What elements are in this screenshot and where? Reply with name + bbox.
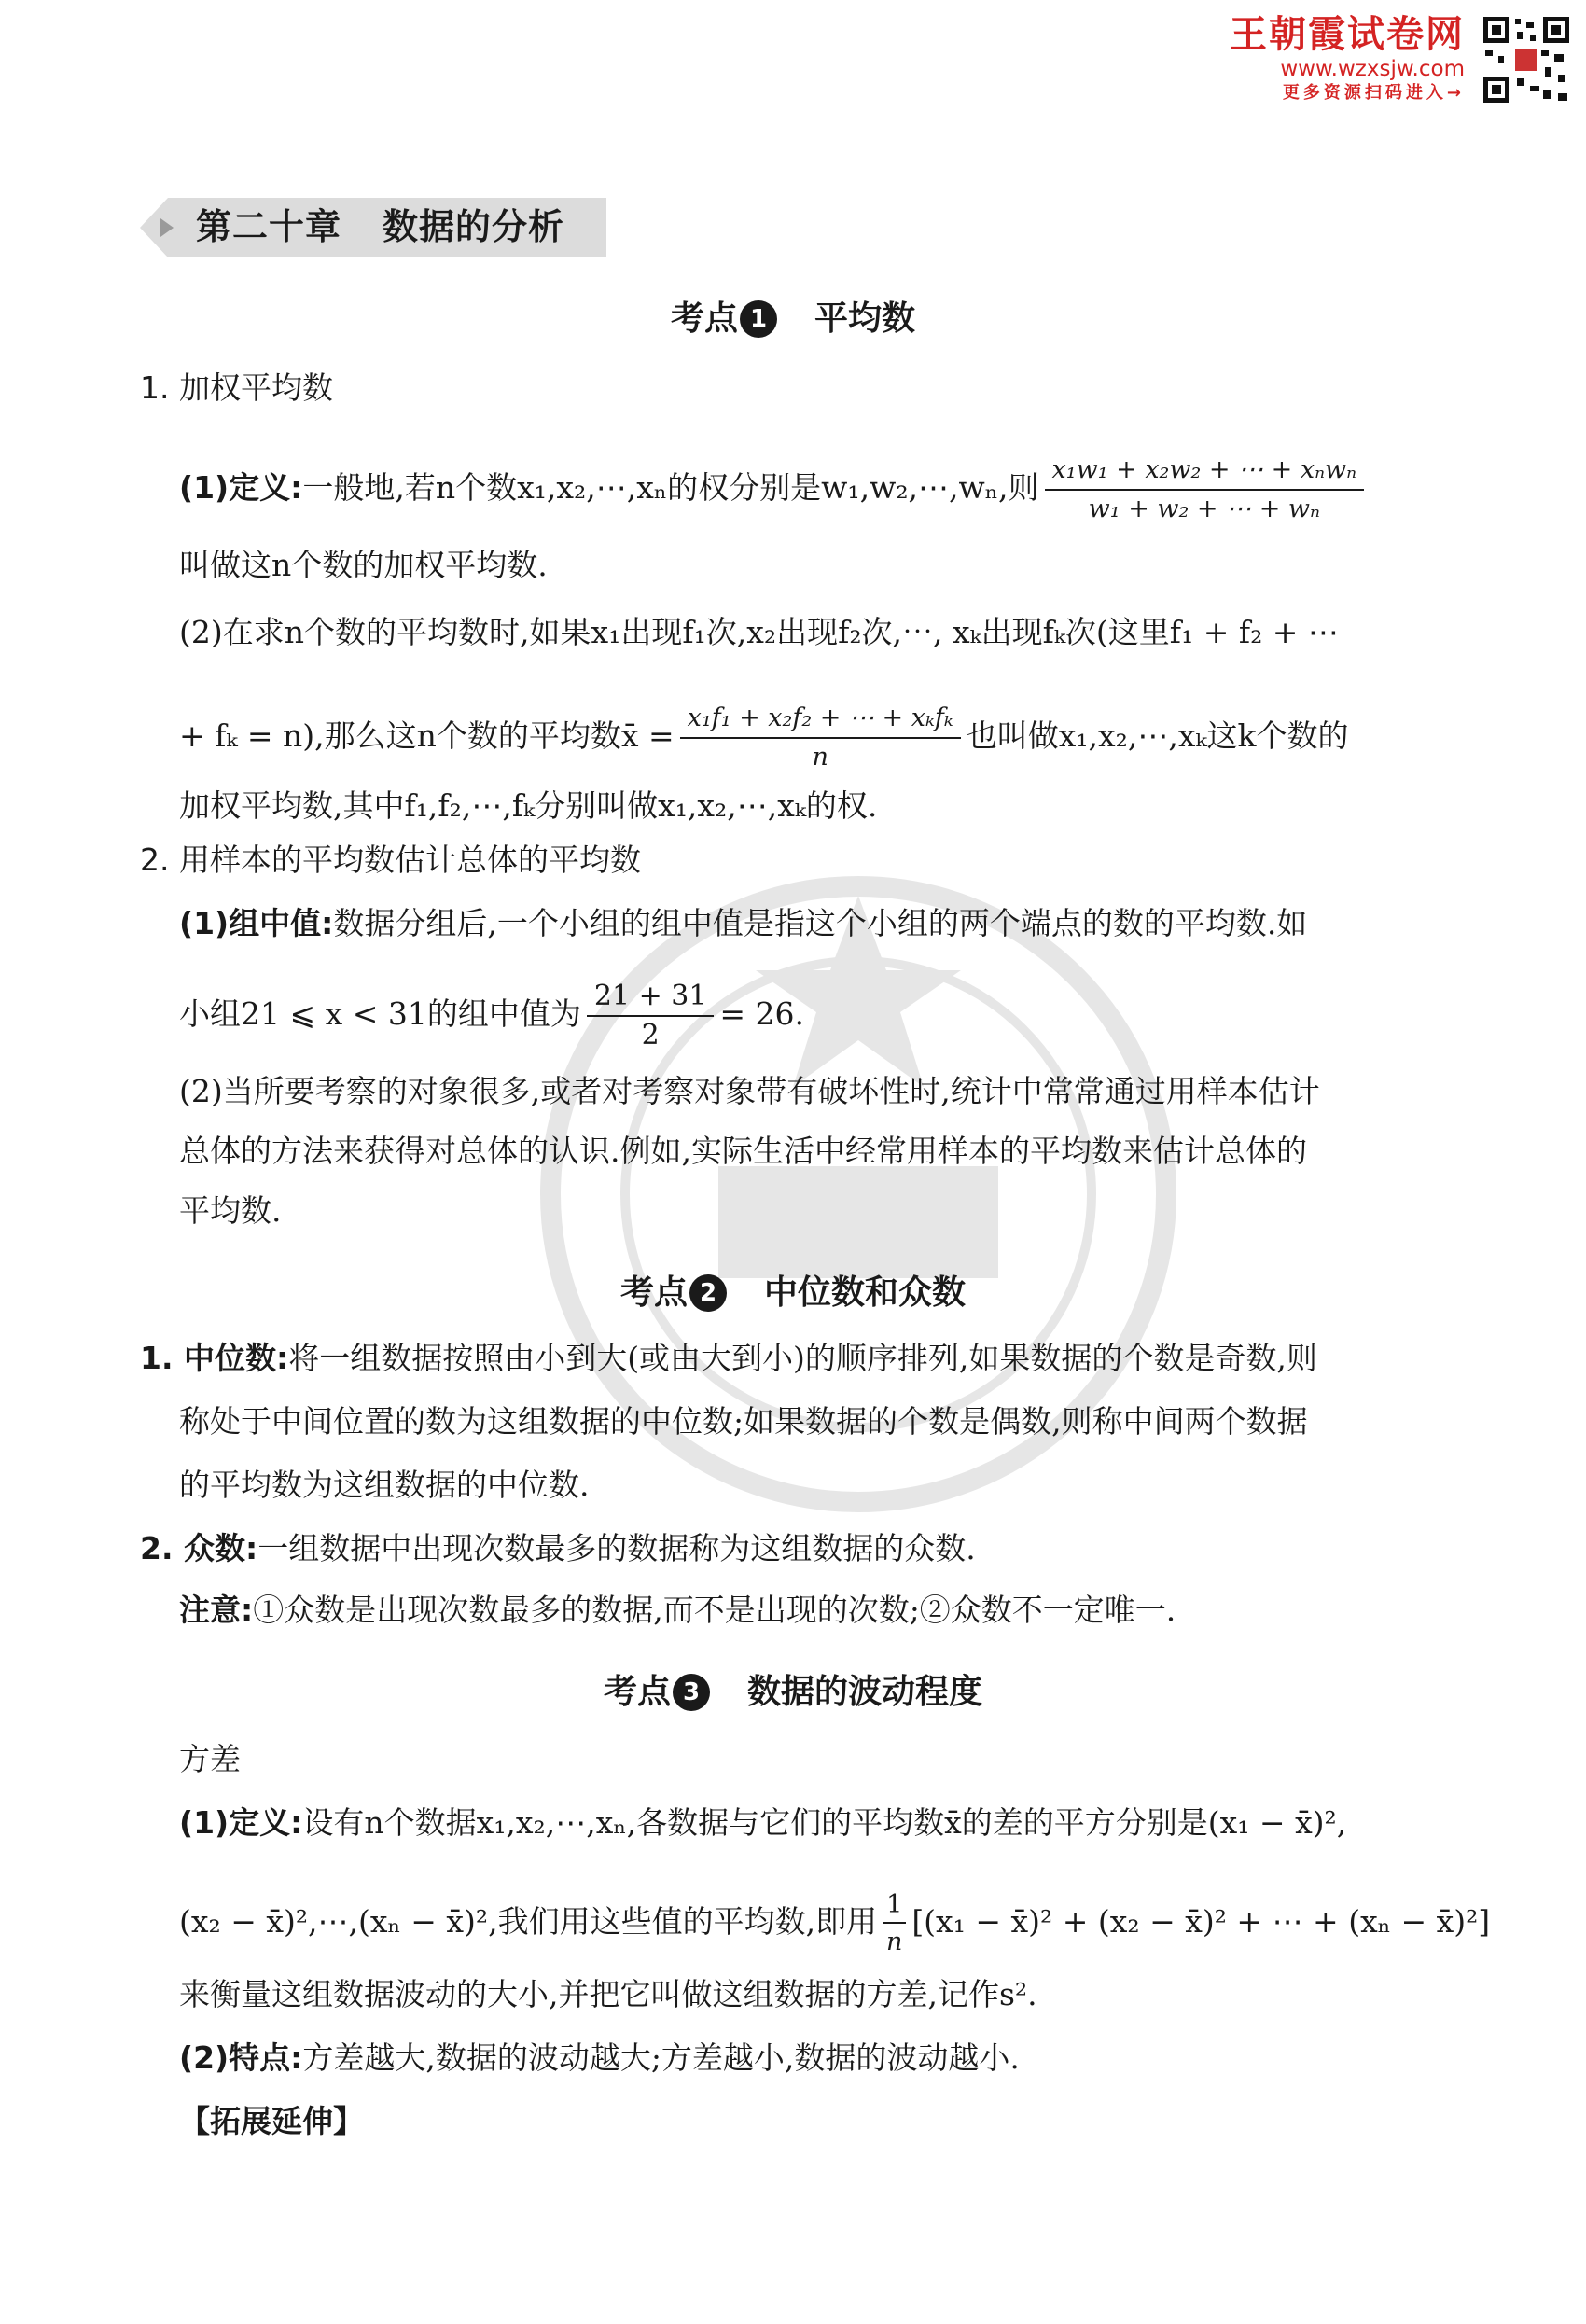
subheading-variance: 方差 (179, 1741, 241, 1777)
subheading-weighted-mean: 1. 加权平均数 (140, 369, 333, 406)
section-number-badge: 1 (740, 300, 777, 338)
section-title: 中位数和众数 (764, 1273, 967, 1312)
paragraph-median: 1. 中位数:将一组数据按照由小到大(或由大到小)的顺序排列,如果数据的个数是奇数,则 (140, 1340, 1317, 1376)
section-heading-1: 考点 1 平均数 (670, 299, 916, 338)
chapter-label: 第二十章 (196, 206, 342, 247)
paragraph-text: + fₖ = n),那么这n个数的平均数x̄ = $\frac{\text{x₁f₁ + x₂f₂ + ⋯ + xₖfₖ}}{n}$ 也叫做x₁,x₂,⋯,xₖ这k个数的 (179, 702, 1348, 774)
paragraph-text: 来衡量这组数据波动的大小,并把它叫做这组数据的方差,记作s². (179, 1976, 1037, 2012)
group-value-fraction: $\frac{21 + 31}{2}$ (587, 980, 715, 1052)
chapter-title (196, 203, 605, 250)
chapter-name: 数据的分析 (383, 206, 565, 247)
paragraph-text: 总体的方法来获得对总体的认识.例如,实际生活中经常用样本的平均数来估计总体的 (179, 1133, 1307, 1169)
section-heading-3: 考点 3 数据的波动程度 (603, 1673, 983, 1711)
paragraph-text: 小组21 ⩽ x < 31的组中值为 $\frac{21 + 31}{2}$ = 26. (179, 980, 805, 1051)
paragraph-definition: (1)定义:一般地,若n个数x₁,x₂,⋯,xₙ的权分别是w₁,w₂,⋯,wₙ,则 $\frac{\text{x₁w₁ + x₂w₂ + ⋯ + xₙwₙ}}{\text{w₁ + w₂ + ⋯ + wₙ}}$ (179, 453, 1370, 526)
paragraph-variance-feature: (2)特点:方差越大,数据的波动越大;方差越小,数据的波动越小. (179, 2039, 1020, 2076)
section-title: 平均数 (814, 299, 916, 338)
paragraph-text: (2)当所要考察的对象很多,或者对考察对象带有破坏性时,统计中常常通过用样本估计 (179, 1073, 1320, 1109)
section-number-badge: 3 (673, 1674, 710, 1711)
brand-subtitle: 更多资源扫码进入→ (1282, 83, 1465, 103)
section-number-badge: 2 (689, 1274, 727, 1312)
paragraph-text: 称处于中间位置的数为这组数据的中位数;如果数据的个数是偶数,则称中间两个数据 (179, 1403, 1308, 1440)
brand-title: 王朝霞试卷网 (1230, 13, 1465, 56)
extension-heading: 【拓展延伸】 (179, 2103, 364, 2139)
frequency-mean-fraction: $\frac{\text{x₁f₁ + x₂f₂ + ⋯ + xₖfₖ}}{n}$ (680, 702, 961, 774)
section-title: 数据的波动程度 (747, 1673, 983, 1711)
subheading-sample-mean: 2. 用样本的平均数估计总体的平均数 (140, 842, 641, 878)
qr-code-icon[interactable] (1480, 13, 1573, 106)
paragraph-text: 叫做这n个数的加权平均数. (179, 547, 548, 583)
paragraph-group-value: (1)组中值:数据分组后,一个小组的组中值是指这个小组的两个端点的数的平均数.如 (179, 905, 1308, 941)
paragraph-variance-definition: (1)定义:设有n个数据x₁,x₂,⋯,xₙ,各数据与它们的平均数x̄的差的平方分别是(x₁ − x̄)², (179, 1804, 1347, 1841)
paragraph-note: 注意:①众数是出现次数最多的数据,而不是出现的次数;②众数不一定唯一. (179, 1592, 1176, 1628)
brand-header[interactable] (1230, 13, 1465, 104)
paragraph-text: (x₂ − x̄)²,⋯,(xₙ − x̄)²,我们用这些值的平均数,即用 $\frac{1}{n}$ [(x₁ − x̄)² + (x₂ − x̄)² + ⋯ + (xₙ − x̄)²] (179, 1888, 1490, 1959)
paragraph-text: (2)在求n个数的平均数时,如果x₁出现f₁次,x₂出现f₂次,⋯, xₖ出现fₖ次(这里f₁ + f₂ + ⋯ (179, 614, 1339, 650)
paragraph-text: 加权平均数,其中f₁,f₂,⋯,fₖ分别叫做x₁,x₂,⋯,xₖ的权. (179, 787, 878, 824)
paragraph-text: 平均数. (179, 1192, 282, 1229)
brand-url[interactable]: www.wzxsjw.com (1280, 57, 1465, 81)
weighted-mean-fraction: $\frac{\text{x₁w₁ + x₂w₂ + ⋯ + xₙwₙ}}{\text{w₁ + w₂ + ⋯ + wₙ}}$ (1045, 453, 1365, 526)
paragraph-text: 的平均数为这组数据的中位数. (179, 1467, 590, 1503)
one-over-n-fraction: $\frac{1}{n}$ (883, 1888, 906, 1959)
paragraph-mode: 2. 众数:一组数据中出现次数最多的数据称为这组数据的众数. (140, 1530, 976, 1566)
section-heading-2: 考点 2 中位数和众数 (619, 1273, 967, 1312)
